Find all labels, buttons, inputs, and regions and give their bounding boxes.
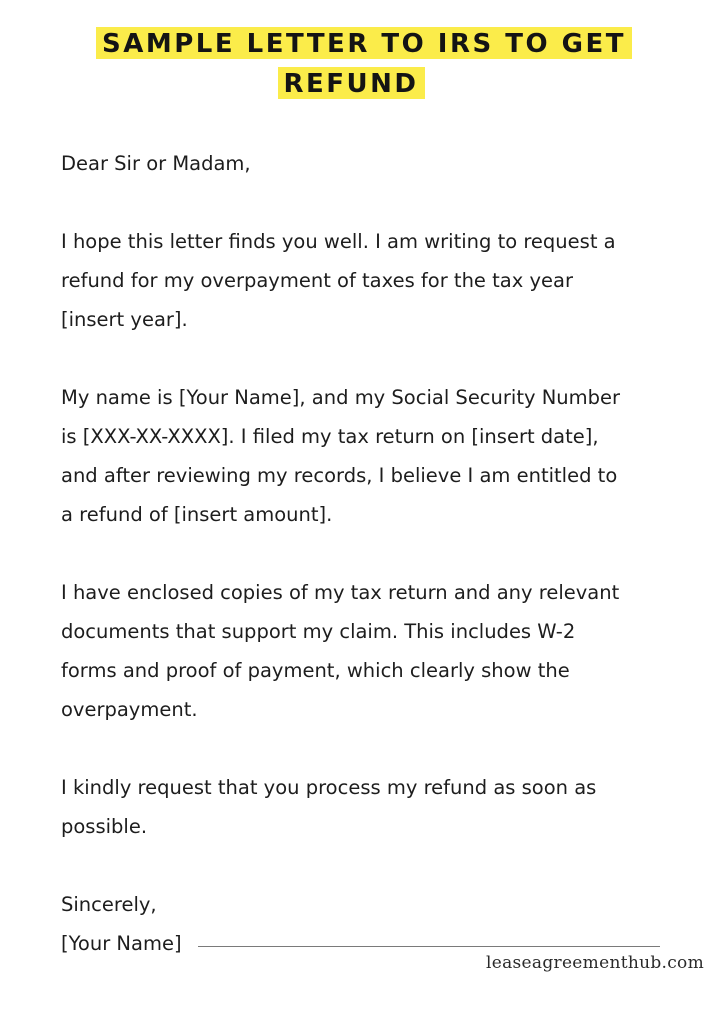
- paragraph-line: I have enclosed copies of my tax return and any relevant: [61, 581, 620, 604]
- paragraph-line: forms and proof of payment, which clearly show the: [61, 659, 570, 682]
- paragraph-line: possible.: [61, 815, 148, 838]
- paragraph-3: [61, 573, 691, 729]
- footer-website: leaseagreementhub.com: [485, 953, 704, 973]
- paragraph-line: I hope this letter finds you well. I am writing to request a: [61, 230, 616, 253]
- letter-title: [0, 26, 720, 102]
- paragraph-4: [61, 768, 691, 846]
- paragraph-line: overpayment.: [61, 698, 198, 721]
- signature-line: [198, 946, 660, 947]
- paragraph-line: is [XXX-XX-XXXX]. I filed my tax return on [insert date],: [61, 425, 599, 448]
- paragraph-2: [61, 378, 691, 534]
- paragraph-line: [insert year].: [61, 308, 188, 331]
- title-line-1: [8, 26, 720, 62]
- letter-body: [61, 144, 691, 963]
- paragraph-line: documents that support my claim. This includes W-2: [61, 620, 576, 643]
- title-line-1-text: SAMPLE LETTER TO IRS TO GET: [96, 27, 632, 59]
- greeting: Dear Sir or Madam,: [61, 152, 251, 175]
- paragraph-line: My name is [Your Name], and my Social Security Number: [61, 386, 621, 409]
- title-line-2-text: REFUND: [278, 67, 425, 99]
- paragraph-line: refund for my overpayment of taxes for the tax year: [61, 269, 573, 292]
- signature-name: [Your Name]: [61, 932, 182, 955]
- title-line-2: [0, 66, 720, 102]
- paragraph-line: a refund of [insert amount].: [61, 503, 333, 526]
- closing: Sincerely,: [61, 893, 157, 916]
- paragraph-line: I kindly request that you process my refund as soon as: [61, 776, 597, 799]
- paragraph-line: and after reviewing my records, I believe I am entitled to: [61, 464, 618, 487]
- paragraph-1: [61, 222, 691, 339]
